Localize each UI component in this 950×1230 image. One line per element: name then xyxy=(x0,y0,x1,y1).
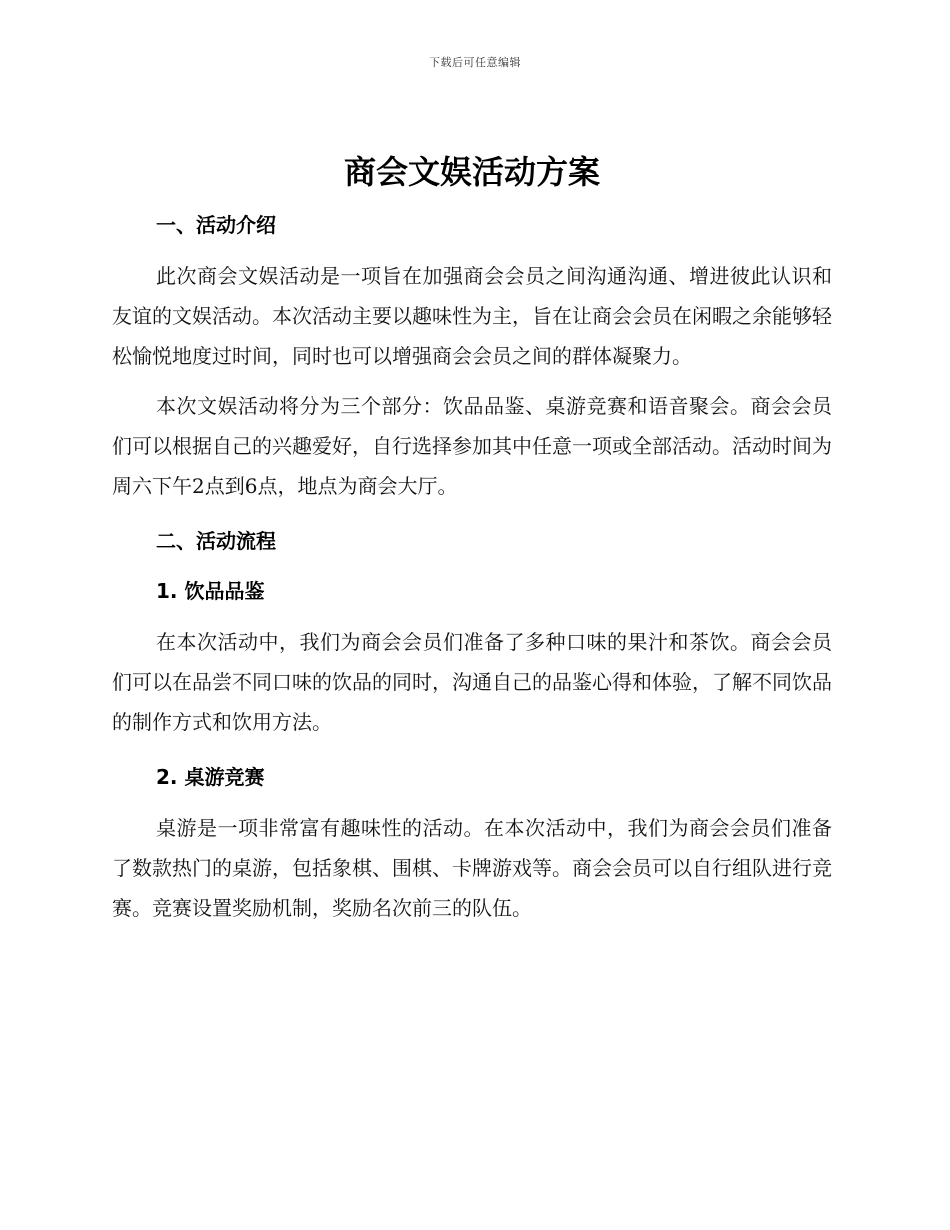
spacer xyxy=(112,742,832,762)
document-body xyxy=(112,148,832,928)
section-heading-intro: 一、活动介绍 xyxy=(156,213,276,237)
drinks-paragraph: 在本次活动中，我们为商会会员们准备了多种口味的果汁和茶饮。商会会员们可以在品尝不同口味的饮品的同时，沟通自己的品鉴心得和体验，了解不同饮品的制作方式和饮用方法。 xyxy=(112,630,832,734)
spacer xyxy=(112,792,832,808)
document-title: 商会文娱活动方案 xyxy=(343,153,600,191)
spacer xyxy=(112,376,832,386)
spacer xyxy=(112,606,832,622)
intro-paragraph-2: 本次文娱活动将分为三个部分：饮品品鉴、桌游竞赛和语音聚会。商会会员们可以根据自己的兴趣爱好，自行选择参加其中任意一项或全部活动。活动时间为周六下午2点到6点，地点为商会大厅。 xyxy=(112,394,832,498)
boardgames-paragraph: 桌游是一项非常富有趣味性的活动。在本次活动中，我们为商会会员们准备了数款热门的桌游，包括象棋、围棋、卡牌游戏等。商会会员可以自行组队进行竞赛。竞赛设置奖励机制，奖励名次前三的队伍。 xyxy=(112,816,832,920)
section-heading-process: 二、活动流程 xyxy=(156,529,276,553)
subsection-heading-drinks: 1. 饮品品鉴 xyxy=(156,579,265,603)
spacer xyxy=(112,556,832,576)
subsection-heading-boardgames: 2. 桌游竞赛 xyxy=(156,765,265,789)
page-header-note: 下载后可任意编辑 xyxy=(429,56,521,69)
spacer xyxy=(112,240,832,256)
spacer xyxy=(112,506,832,526)
intro-paragraph-1: 此次商会文娱活动是一项旨在加强商会会员之间沟通沟通、增进彼此认识和友谊的文娱活动。本次活动主要以趣味性为主，旨在让商会会员在闲暇之余能够轻松愉悦地度过时间，同时也可以增强商会会员之间的群体凝聚力。 xyxy=(112,264,832,368)
